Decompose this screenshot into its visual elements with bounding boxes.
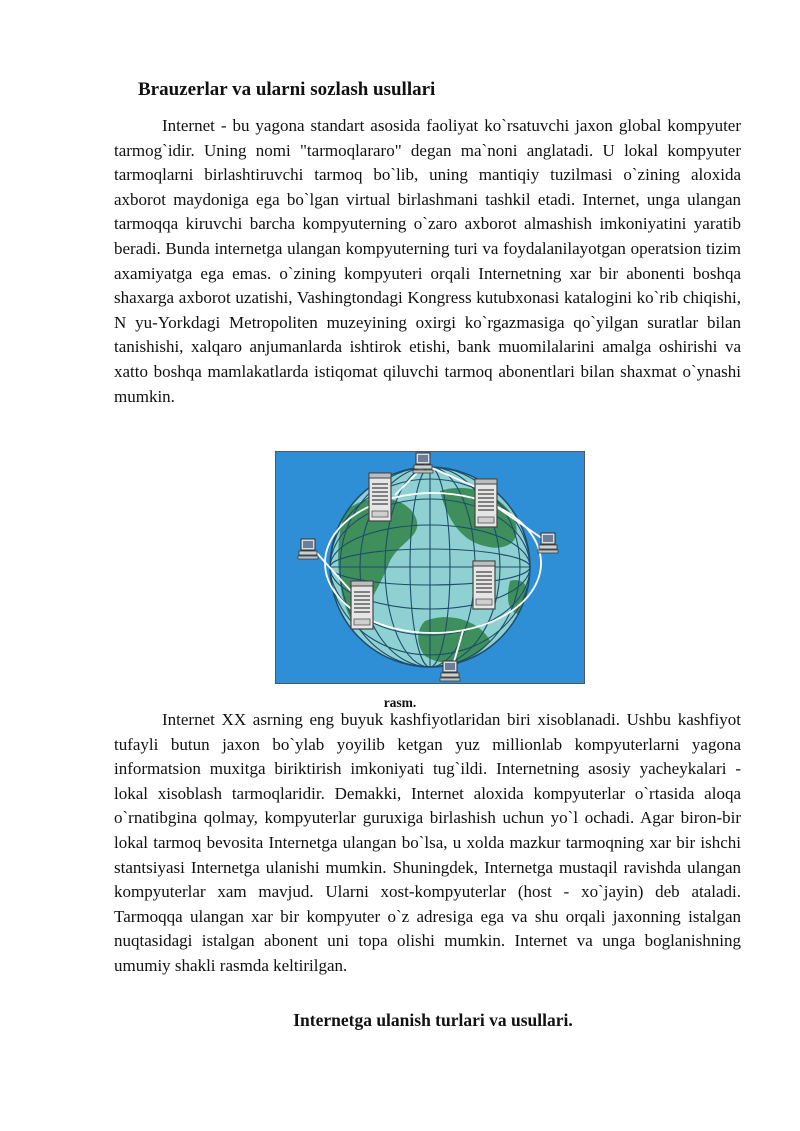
workstation-icon [538, 533, 558, 553]
workstation-icon [440, 661, 460, 681]
intro-paragraph: Internet - bu yagona standart asosida faoliyat ko`rsatuvchi jaxon global kompyuter tarmog`idir. Uning nomi "tarmoqlararo" degan ma`noni anglatadi. U lokal kompyuter tarmoqlarni birlashtiruvchi tarmoq bo`lib, uning mantiqiy tuzilmasi o`zining aloxida axborot maydoniga ega bo`lgan virtual birlashmani tashkil etadi. Internet, unga ulangan tarmoqqa kiruvchi barcha kompyuterning o`zaro axborot almashish imkoniyatini yaratib beradi. Bunda internetga ulangan kompyuterning turi va foydalanilayotgan operatsion tizim axamiyatga ega emas. o`zining kompyuteri orqali Internetning xar bir abonenti boshqa shaxarga axborot uzatishi, Vashingtondagi Kongress kutubxonasi katalogini ko`rib chiqishi, N yu-Yorkdagi Metropoliten muzeyining oxirgi ko`rgazmasiga qo`yilgan suratlar bilan tanishishi, xalqaro anjumanlarda ishtirok etishi, bank muomilalarini amalga oshirishi va xatto boshqa mamlakatlarda istiqomat qiluvchi tarmoq abonentlari bilan shaxmat o`ynashi mumkin. [114, 116, 741, 406]
server-icon [351, 581, 373, 629]
server-icon [369, 473, 391, 521]
workstation-icon [413, 453, 433, 473]
server-icon [475, 479, 497, 527]
internet-network-figure [275, 451, 585, 684]
document-title: Brauzerlar va ularni sozlash usullari [138, 79, 436, 100]
figure-caption: rasm. [383, 695, 417, 710]
workstation-icon [298, 539, 318, 559]
section-subtitle: Internetga ulanish turlari va usullari. [293, 1010, 573, 1030]
server-icon [473, 561, 495, 609]
globe-icon [330, 467, 530, 667]
body-paragraph: Internet XX asrning eng buyuk kashfiyotlaridan biri xisoblanadi. Ushbu kashfiyot tufayli butun jaxon bo`ylab yoyilib ketgan yuz millionlab kompyuterlarni yagona informatsion muxitga biriktirish imkoniyati tug`ildi. Internetning asosiy yacheykalari - lokal xisoblash tarmoqlaridir. Demakki, Internet aloxida kompyuterlar o`rtasida aloqa o`rnatibgina qolmay, kompyuterlar guruxiga birlashish uchun yo`l ochadi. Agar biron-bir lokal tarmoq bevosita Internetga ulangan bo`lsa, u xolda mazkur tarmoqning xar bir ishchi stantsiyasi Internetga ulanishi mumkin. Shuningdek, Internetga mustaqil ravishda ulangan kompyuterlar xam mavjud. Ularni xost-kompyuterlar (host - xo`jayin) deb ataladi. Tarmoqqa ulangan xar bir kompyuter o`z adresiga ega va shu orqali jaxonning istalgan nuqtasidagi istalgan abonent uni topa olishi mumkin. Internet va unga boglanishning umumiy shakli rasmda keltirilgan. [114, 710, 741, 975]
